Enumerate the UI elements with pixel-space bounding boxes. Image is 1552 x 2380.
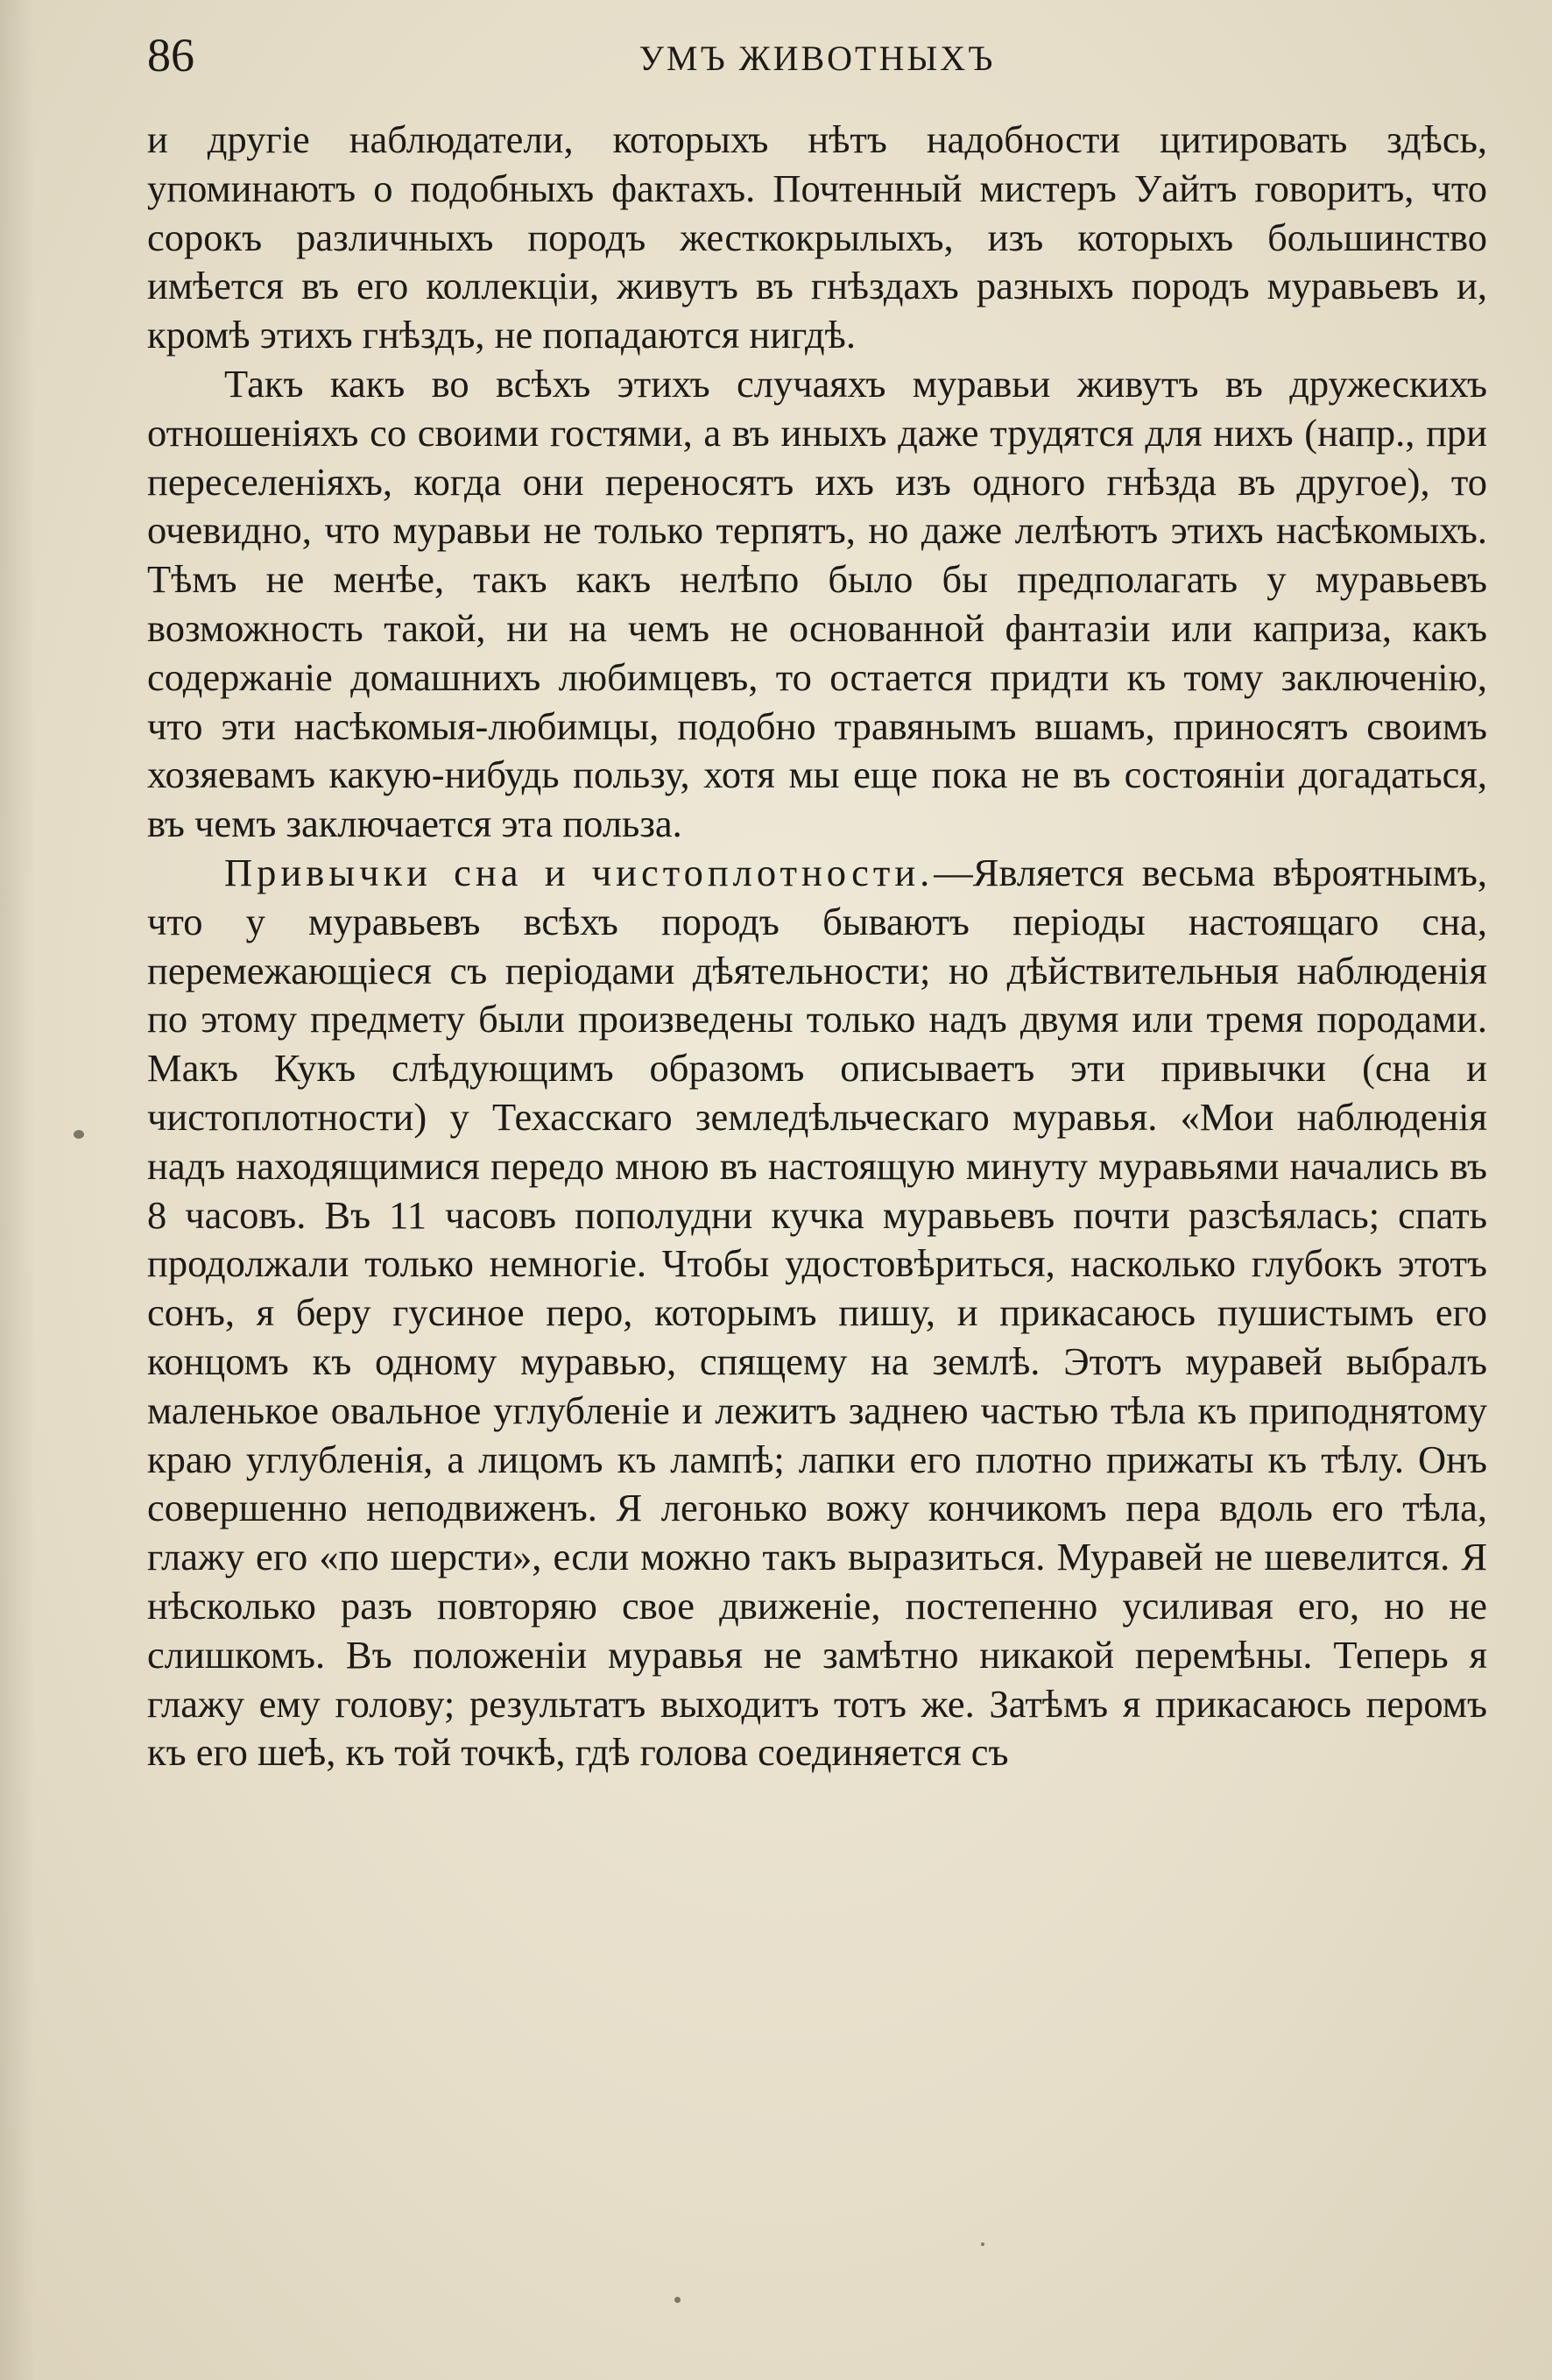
page-header	[147, 25, 1487, 86]
paragraph-section	[147, 849, 1487, 1777]
ink-speck	[674, 2297, 681, 2303]
page-number: 86	[147, 29, 194, 81]
paragraph-continuation: и другіе наблюдатели, которыхъ нѣтъ надобности цитировать здѣсь, упоминаютъ о подобныхъ фактахъ. Почтенный мистеръ Уайтъ говоритъ, что сорокъ различныхъ породъ жесткокрылыхъ, изъ которыхъ большинство имѣется въ его коллекціи, живутъ въ гнѣздахъ разныхъ породъ муравьевъ и, кромѣ этихъ гнѣздъ, не попадаются нигдѣ.	[147, 117, 1487, 357]
scan-shadow-edge	[0, 0, 35, 2380]
ink-speck	[74, 1130, 84, 1139]
body-text	[147, 116, 1487, 2235]
section-heading: Привычки сна и чистоплотности.	[224, 850, 935, 894]
ink-speck	[981, 2242, 984, 2246]
section-body: —Является весьма вѣроятнымъ, что у муравьевъ всѣхъ породъ бываютъ періоды настоящаго сна, перемежающіеся съ періодами дѣятельности; но дѣйствительныя наблюденія по этому предмету были произведены только надъ двумя или тремя породами. Макъ Кукъ слѣдующимъ образомъ описываетъ эти привычки (сна и чистоплотности) у Техасскаго земледѣльческаго муравья. «Мои наблюденія надъ находящимися передо мною въ настоящую минуту муравьями начались въ 8 часовъ. Въ 11 часовъ пополудни кучка муравьевъ почти разсѣялась; спать продолжали только немногіе. Чтобы удостовѣриться, насколько глубокъ этотъ сонъ, я беру гусиное перо, которымъ пишу, и прикасаюсь пушистымъ его концомъ къ одному муравью, спящему на землѣ. Этотъ муравей выбралъ маленькое овальное углубленіе и лежитъ заднею частью тѣла къ приподнятому краю углубленія, а лицомъ къ лампѣ; лапки его плотно прижаты къ тѣлу. Онъ совершенно неподвиженъ. Я легонько вожу кончикомъ пера вдоль его тѣла, глажу его «по шерсти», если можно такъ выразиться. Муравей не шевелится. Я нѣсколько разъ повторяю свое движеніе, постепенно усиливая его, но не слишкомъ. Въ положеніи муравья не замѣтно никакой перемѣны. Теперь я глажу ему голову; результатъ выходитъ тотъ же. Затѣмъ я прикасаюсь перомъ къ его шеѣ, къ той точкѣ, гдѣ голова соединяется съ	[147, 850, 1487, 1775]
running-title: УМЪ ЖИВОТНЫХЪ	[638, 39, 996, 78]
paragraph: Такъ какъ во всѣхъ этихъ случаяхъ муравьи живутъ въ дружескихъ отношеніяхъ со своими гостями, а въ иныхъ даже трудятся для нихъ (напр., при переселеніяхъ, когда они переносятъ ихъ изъ одного гнѣзда въ другое), то очевидно, что муравьи не только терпятъ, но даже лелѣютъ этихъ насѣкомыхъ. Тѣмъ не менѣе, такъ какъ нелѣпо было бы предполагать у муравьевъ возможность такой, ни на чемъ не основанной фантазіи или каприза, какъ содержаніе домашнихъ любимцевъ, то остается придти къ тому заключенію, что эти насѣкомыя-любимцы, подобно травянымъ вшамъ, приносятъ своимъ хозяевамъ какую-нибудь пользу, хотя мы еще пока не въ состояніи догадаться, въ чемъ заключается эта польза.	[147, 361, 1487, 846]
